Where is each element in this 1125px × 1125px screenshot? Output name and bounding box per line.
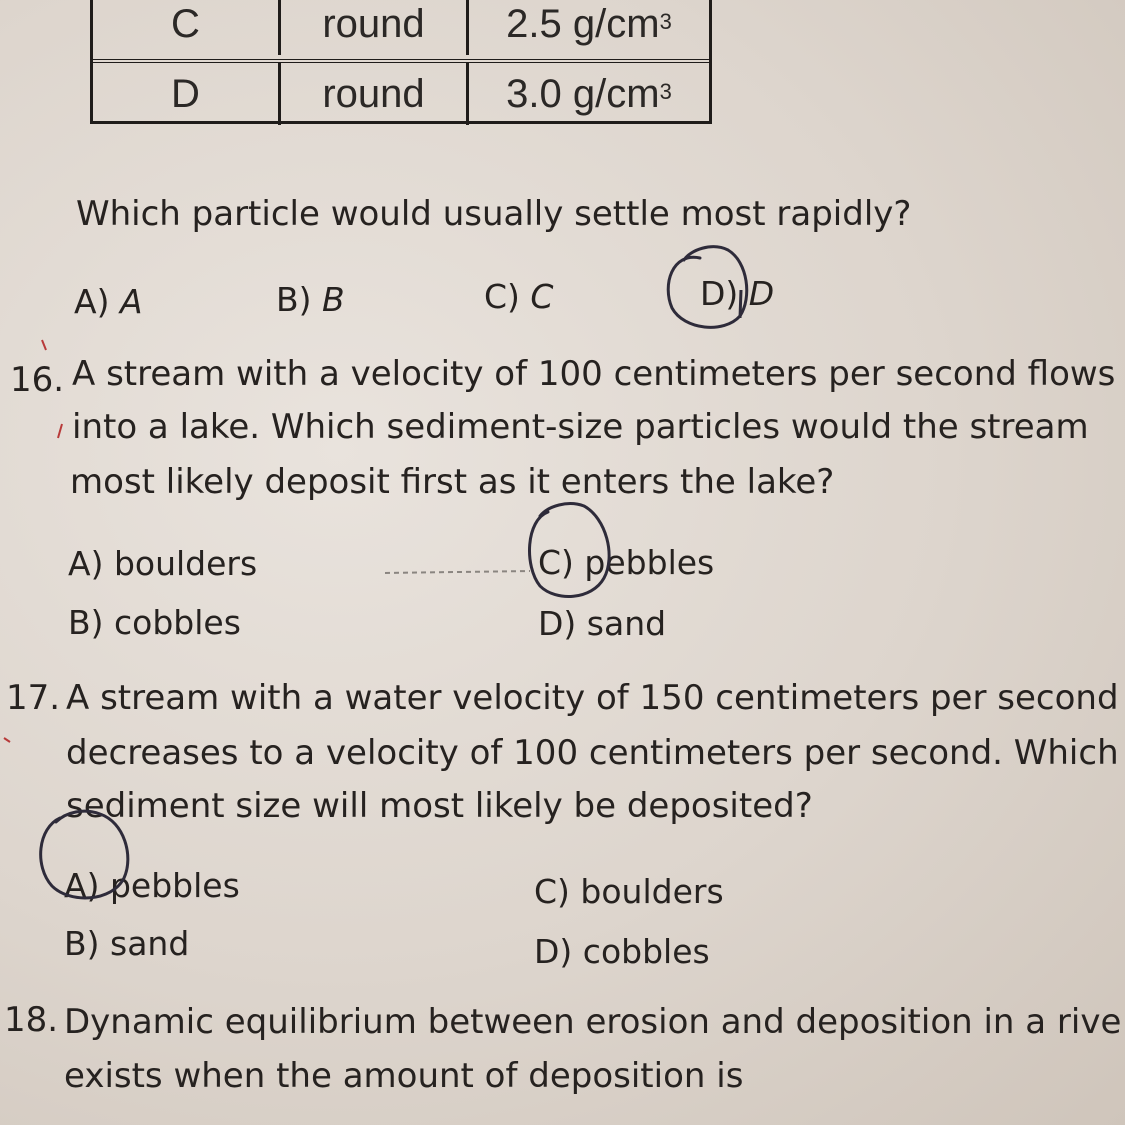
q15-option-c[interactable] [484, 277, 553, 316]
dashed-line-q16 [385, 571, 530, 573]
option-text: cobbles [114, 603, 241, 642]
q17-option-c[interactable] [534, 872, 724, 911]
question-18-line-1: Dynamic equilibrium between erosion and deposition in a rive [64, 1002, 1122, 1042]
q15-option-b[interactable] [276, 280, 345, 319]
question-16-line-1: A stream with a velocity of 100 centimeters per second flows [72, 354, 1116, 394]
q15-option-a[interactable] [74, 282, 143, 321]
tick-mark-q16-top [42, 340, 46, 350]
option-letter: D) [700, 274, 739, 313]
table-cell-shape: round [281, 0, 469, 55]
q15-option-d[interactable] [700, 274, 774, 313]
table-row [93, 59, 709, 125]
table-cell-density: 3.0 g/cm $^3$ [506, 71, 672, 116]
q17-option-b[interactable] [64, 924, 189, 963]
option-letter: A) [74, 282, 110, 321]
question-17-line-3: sediment size will most likely be deposited? [66, 786, 813, 826]
question-16-line-2: into a lake. Which sediment-size particles would the stream [72, 407, 1089, 447]
q17-option-d[interactable] [534, 932, 710, 971]
option-text: B [322, 280, 345, 319]
question-17-line-1: A stream with a water velocity of 150 centimeters per second [66, 678, 1119, 718]
option-letter: B) [68, 603, 104, 642]
tick-mark-q17 [4, 738, 10, 742]
option-text: pebbles [584, 543, 715, 582]
q16-option-d[interactable] [538, 604, 666, 643]
option-text: sand [110, 924, 190, 963]
table-cell-particle: C [93, 0, 281, 55]
question-16-number: 16. [10, 360, 65, 400]
option-letter: C) [534, 872, 570, 911]
question-17-line-2: decreases to a velocity of 100 centimeters per second. Which [66, 733, 1119, 773]
density-table [90, 0, 712, 124]
question-18-line-2: exists when the amount of deposition is [64, 1056, 744, 1096]
question-17-number: 17. [6, 678, 61, 718]
option-text: D [748, 274, 775, 313]
option-letter: A) [64, 866, 100, 905]
option-text: A [119, 282, 143, 321]
table-cell-density: 2.5 g/cm $^3$ [506, 1, 672, 46]
q16-option-a[interactable] [68, 544, 257, 583]
option-letter: C) [484, 277, 520, 316]
option-text: sand [586, 604, 667, 643]
table-cell-particle: D [93, 63, 281, 125]
option-letter: B) [276, 280, 312, 319]
tick-mark-q16 [58, 424, 62, 438]
q16-option-c[interactable] [538, 543, 714, 582]
option-letter: D) [538, 604, 577, 643]
table-row [93, 0, 709, 55]
option-text: boulders [113, 544, 258, 583]
question-16-line-3: most likely deposit first as it enters the lake? [70, 462, 835, 502]
option-text: boulders [580, 872, 724, 911]
option-letter: C) [538, 543, 574, 582]
option-letter: A) [68, 544, 104, 583]
question-15-text: Which particle would usually settle most rapidly? [76, 194, 912, 234]
option-letter: B) [64, 924, 100, 963]
table-cell-shape: round [281, 63, 469, 125]
q17-option-a[interactable] [64, 866, 240, 905]
q16-option-b[interactable] [68, 603, 241, 642]
option-text: pebbles [109, 866, 240, 905]
option-text: cobbles [582, 932, 710, 971]
option-text: C [530, 277, 554, 316]
option-letter: D) [534, 932, 573, 971]
question-18-number: 18. [4, 1000, 59, 1040]
